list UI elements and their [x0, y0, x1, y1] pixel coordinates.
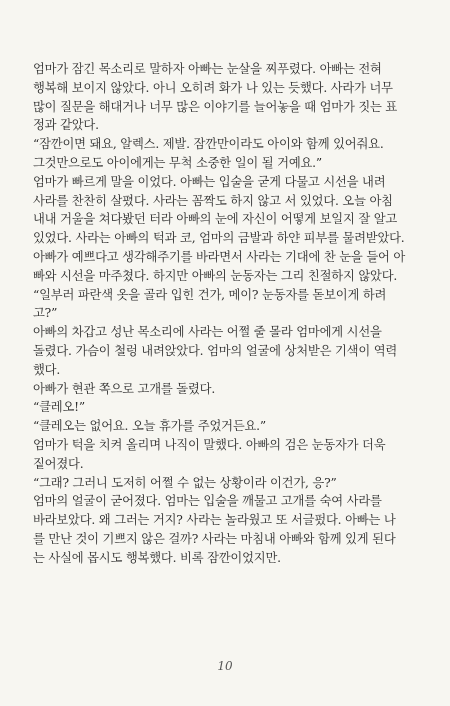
paragraph: 아빠의 차갑고 성난 목소리에 사라는 어쩔 줄 몰라 엄마에게 시선을 돌렸다. 가슴이 철렁 내려앉았다. 엄마의 얼굴에 상처받은 기색이 역력 했다.: [33, 325, 398, 377]
paragraph: 아빠가 현관 쪽으로 고개를 돌렸다.: [33, 381, 216, 396]
paragraph: 엄마의 얼굴이 굳어졌다. 엄마는 입술을 깨물고 고개를 숙여 사라를 바라보았다. 왜 그러는 거지? 사라는 놀라웠고 또 서글펐다. 아빠는 나 를 만난 것이 기쁘지 않은 걸까? 사라는 마침내 아빠와 함께 있게 된다 는 사실에 몹시도 행복했다. 비록 잠깐이었지만.: [33, 494, 396, 565]
paragraph: “클레오!”: [33, 400, 85, 415]
paragraph: “그래? 그러니 도저히 어쩔 수 없는 상황이라 이건가, 응?”: [33, 475, 337, 490]
paragraph: 엄마가 턱을 치켜 올리며 나직이 말했다. 아빠의 검은 눈동자가 더욱 짙어졌다.: [33, 437, 386, 471]
body-text: [33, 60, 428, 568]
paragraph: 엄마가 빠르게 말을 이었다. 아빠는 입술을 굳게 다물고 시선을 내려 사라를 찬찬히 살폈다. 사라는 꼼짝도 하지 않고 서 있었다. 오늘 아침 내내 거울을 쳐다봤던 터라 아빠의 눈에 자신이 어떻게 보일지 잘 알고 있었다. 사라는 아빠의 턱과 코, 엄마의 금발과 하얀 피부를 물려받았다. 아빠가 예쁘다고 생각해주기를 바라면서 사라는 기대에 찬 눈을 들어 아 빠와 시선을 마주쳤다. 하지만 아빠의 눈동자는 그리 친절하지 않았다.: [33, 174, 406, 283]
paragraph: “클레오는 없어요. 오늘 휴가를 주었거든요.”: [33, 419, 266, 434]
paragraph: “잠깐이면 돼요, 알렉스. 제발. 잠깐만이라도 아이와 함께 있어줘요. 그것만으로도 아이에게는 무척 소중한 일이 될 거예요.”: [33, 137, 384, 170]
paragraph: “일부러 파란색 옷을 골라 입힌 건가, 메이? 눈동자를 돋보이게 하려 고?”: [33, 287, 387, 321]
page-number: 10: [217, 659, 233, 673]
paragraph: 엄마가 잠긴 목소리로 말하자 아빠는 눈살을 찌푸렸다. 아빠는 전혀 행복해 보이지 않았다. 아니 오히려 화가 나 있는 듯했다. 사라가 너무 많이 질문을 해대거나 너무 많은 이야기를 늘어놓을 때 엄마가 짓는 표 정과 같았다.: [33, 62, 398, 133]
